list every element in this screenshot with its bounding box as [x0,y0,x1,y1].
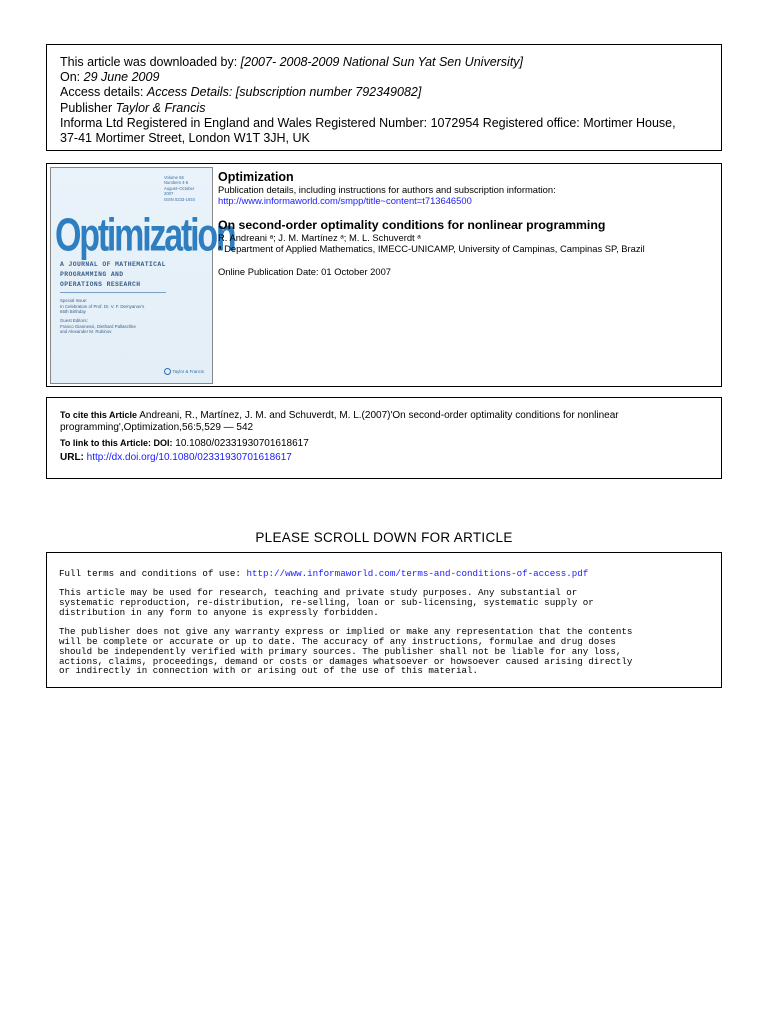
usage-line: systematic reproduction, re-distribution, re-selling, loan or sub-licensing, systematic supply or [59,597,594,609]
cover-guest-editors [60,318,160,335]
cover-divider [60,292,166,293]
cite-text-1: Andreani, R., Martínez, J. M. and Schuverdt, M. L.(2007)'On second-order optimality conditions for nonlinear [137,410,619,421]
article-affiliation: ᵃ Department of Applied Mathematics, IMECC-UNICAMP, University of Campinas, Campinas SP, Brazil [218,243,645,255]
cover-volume: Volume 56 [164,175,184,180]
journal-url-link[interactable]: http://www.informaworld.com/smpp/title~content=t713646500 [218,195,472,207]
cover-journal-logo: Optimization [55,210,235,262]
on-label: On: [60,70,81,85]
cite-line [60,409,708,422]
cover-subtitle-line: A JOURNAL OF MATHEMATICAL [60,261,166,268]
disclaimer-paragraph [59,627,709,676]
terms-line [59,569,709,579]
cover-issn: ISSN 0233-1934 [164,196,195,202]
downloaded-by-value: [2007- 2008-2009 National Sun Yat Sen University] [240,55,524,69]
doi-value: 10.1080/02331930701618617 [172,437,309,449]
cover-special-issue [60,298,160,315]
cover-special-line: 65th Birthday [60,309,86,315]
article-info-box [46,163,722,387]
disclaimer-line: or indirectly in connection with or arising out of the use of this material. [59,665,479,677]
url-label: URL: [60,452,84,464]
doi-line [60,437,708,450]
cover-publisher-logo [164,368,204,375]
url-line [60,452,708,464]
publisher-logo-icon [164,368,171,375]
usage-paragraph [59,588,709,617]
publisher-line [60,101,708,116]
publisher-label: Publisher [60,100,113,115]
usage-line: distribution in any form to anyone is expressly forbidden. [59,606,379,618]
terms-label: Full terms and conditions of use: [59,568,247,579]
publication-details: Publication details, including instructions for authors and subscription information: [218,184,556,195]
access-details-line [60,85,708,100]
article-details [218,170,718,277]
article-authors: R. Andreani ᵃ; J. M. Martínez ᵃ; M. L. Schuverdt ᵃ [218,231,421,243]
cite-text-2: programming',Optimization,56:5,529 — 542 [60,422,254,434]
cover-guest-line: and Alexander M. Rubinov [60,329,112,335]
cover-subtitle-line: OPERATIONS RESEARCH [60,281,141,288]
article-title: On second-order optimality conditions for nonlinear programming [218,217,606,232]
journal-title: Optimization [218,170,294,184]
disclaimer-line: should be independently verified with primary sources. The publisher shall not be liable for any loss, [59,645,622,657]
download-info-box [46,44,722,151]
download-date: 29 June 2009 [83,70,160,85]
usage-line: This article may be used for research, teaching and private study purposes. Any substantial or [59,587,578,599]
cover-subtitle [60,260,166,290]
disclaimer-line: actions, claims, proceedings, demand or costs or damages whatsoever or howsoever caused arising directly [59,655,633,667]
downloaded-by-line [60,55,708,70]
article-url-link[interactable]: http://dx.doi.org/10.1080/02331930701618617 [86,452,292,464]
downloaded-by-label: This article was downloaded by: [60,55,238,69]
citation-box [46,397,722,479]
cover-numbers: Numbers 4-5 [164,180,189,186]
cover-volume-info [164,175,204,202]
cover-subtitle-line: PROGRAMMING AND [60,271,124,278]
link-label: To link to this Article: DOI: [60,437,173,448]
access-value: Access Details: [subscription number 792349082] [146,85,422,100]
download-date-line [60,70,708,85]
online-publication-date: Online Publication Date: 01 October 2007 [218,265,392,277]
terms-box [46,552,722,688]
cover-publisher-name: Taylor & Francis [172,369,204,374]
cover-special-line: Special Issue: [60,298,88,303]
cover-special-line: In Celebration of Prof. Dr. V. F. Demyanov's [60,303,145,309]
scroll-down-heading: PLEASE SCROLL DOWN FOR ARTICLE [255,530,513,545]
registration-line-1: Informa Ltd Registered in England and Wales Registered Number: 1072954 Registered office: Mortimer House, [60,115,676,130]
terms-url-link[interactable]: http://www.informaworld.com/terms-and-conditions-of-access.pdf [246,568,589,579]
cover-guest-line: Franco Giannessi, Diethard Pallaschke [60,323,136,329]
cover-guest-line: Guest Editors: [60,318,88,323]
cite-label: To cite this Article [60,410,138,420]
registration-line-2: 37-41 Mortimer Street, London W1T 3JH, UK [60,131,310,146]
publisher-value: Taylor & Francis [115,100,206,115]
cover-months: August–October 2007 [164,185,195,197]
access-label: Access details: [60,85,144,100]
disclaimer-line: The publisher does not give any warranty express or implied or make any representation that the contents [59,626,633,638]
journal-cover-image [50,167,235,384]
disclaimer-line: will be complete or accurate or up to date. The accuracy of any instructions, formulae and drug doses [59,635,616,647]
